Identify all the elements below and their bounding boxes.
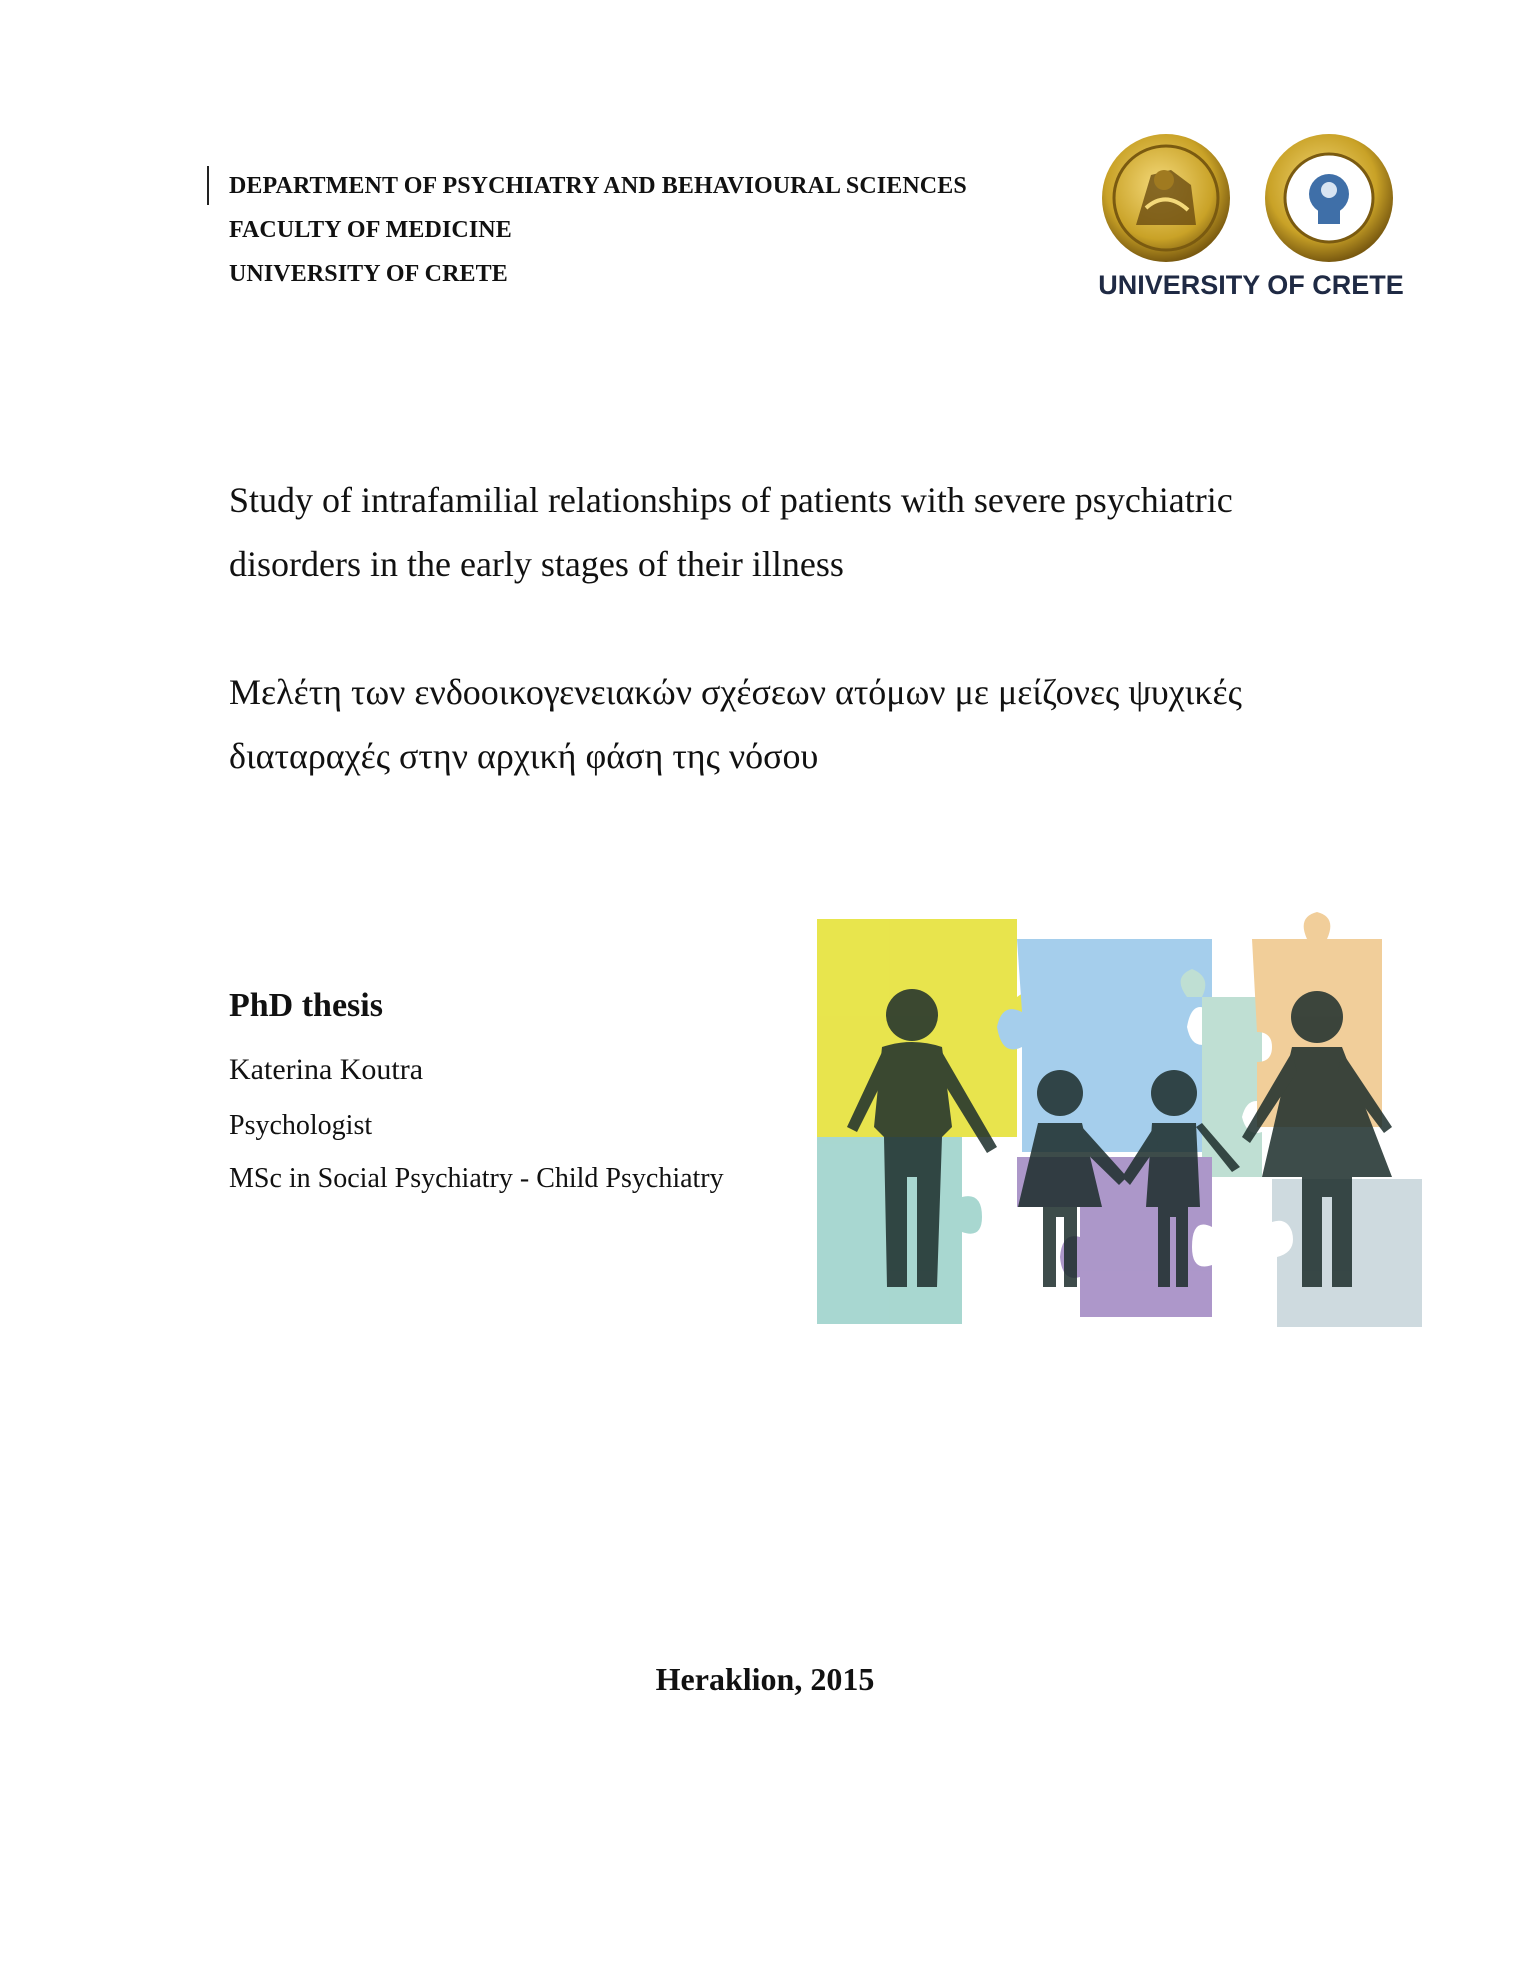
author-role: Psychologist xyxy=(229,1110,373,1141)
medical-school-seal-icon xyxy=(1265,134,1393,262)
department-name: DEPARTMENT OF PSYCHIATRY AND BEHAVIOURAL SCIENCES xyxy=(229,173,967,199)
author-name: Katerina Koutra xyxy=(229,1053,424,1086)
faculty-name: FACULTY OF MEDICINE xyxy=(229,217,512,243)
logo-caption: UNIVERSITY OF CRETE xyxy=(1098,270,1404,300)
thesis-title-english: Study of intrafamilial relationships of patients with severe psychiatric disorders in the early stages of their illness xyxy=(229,480,1233,584)
thesis-title-greek: Μελέτη των ενδοοικογενειακών σχέσεων ατόμων με μείζονες ψυχικές διαταραχές στην αρχική φάση της νόσου xyxy=(229,672,1242,776)
university-name: UNIVERSITY OF CRETE xyxy=(229,261,508,287)
department-header xyxy=(229,164,967,296)
family-puzzle-icon xyxy=(792,887,1452,1349)
author-degree: MSc in Social Psychiatry - Child Psychiatry xyxy=(229,1163,724,1194)
margin-bar xyxy=(207,166,209,205)
university-logo xyxy=(1096,130,1406,302)
place-and-year: Heraklion, 2015 xyxy=(655,1661,875,1697)
thesis-type-label: PhD thesis xyxy=(229,987,383,1024)
university-seal-icon xyxy=(1102,134,1230,262)
